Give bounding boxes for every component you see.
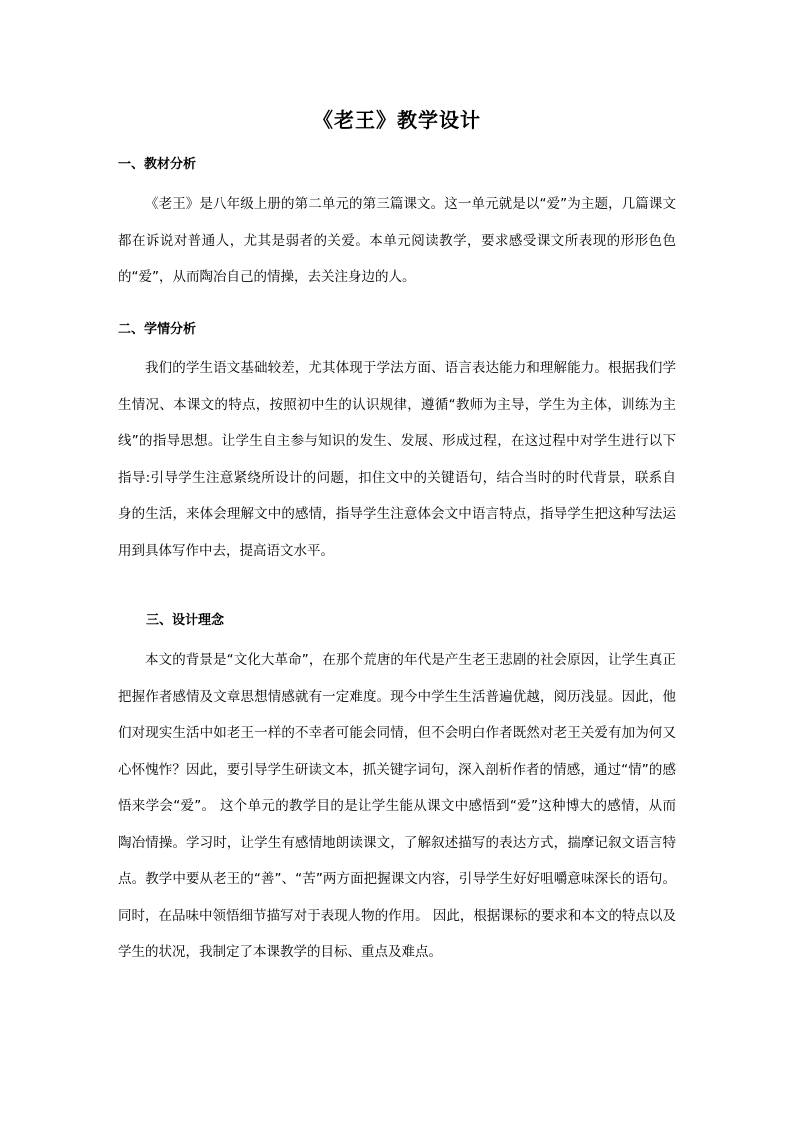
section-paragraph-3: 本文的背景是“文化大革命”，在那个荒唐的年代是产生老王悲剧的社会原因，让学生真正把握作者感情及文章思想情感就有一定难度。现今中学生生活普遍优越，阅历浅显。因此，他们对现实生活中如老王一样的不幸者可能会同情，但不会明白作者既然对老王关爱有加为何又心怀愧怍？因此，要引导学生研读文本，抓关键字词句，深入剖析作者的情感，通过“情”的感悟来学会“爱”。 这个单元的教学目的是让学生能从课文中感悟到“爱”这种博大的感情，从而陶冶情操。学习时，让学生有感情地朗读课文，了解叙述描写的表达方式，揣摩记叙文语言特点。教学中要从老王的“善”、“苦”两方面把握课文内容，引导学生好好咀嚼意味深长的语句。同时，在品味中领悟细节描写对于表现人物的作用。 因此，根据课标的要求和本文的特点以及学生的状况，我制定了本课教学的目标、重点及难点。	[118, 652, 676, 960]
section-paragraph-2: 我们的学生语文基础较差，尤其体现于学法方面、语言表达能力和理解能力。根据我们学生情况、本课文的特点，按照初中生的认识规律，遵循“教师为主导，学生为主体，训练为主线”的指导思想。让学生自主参与知识的发生、发展、形成过程，在这过程中对学生进行以下指导:引导学生注意紧绕所设计的问题，扣住文中的关键语句，结合当时的时代背景，联系自身的生活，来体会理解文中的感情，指导学生注意体会文中语言特点，指导学生把这种写法运用到具体写作中去，提高语文水平。	[118, 360, 676, 559]
section-heading-2: 二、学情分析	[118, 322, 197, 337]
section-heading-3: 三、设计理念	[146, 613, 225, 628]
section-paragraph-1: 《老王》是八年级上册的第二单元的第三篇课文。这一单元就是以“爱”为主题，几篇课文都在诉说对普通人，尤其是弱者的关爱。本单元阅读教学，要求感受课文所表现的形形色色的“爱”，从而陶冶自己的情操，去关注身边的人。	[118, 196, 676, 285]
section-heading-1: 一、教材分析	[118, 157, 197, 172]
page-title: 《老王》教学设计	[313, 108, 481, 132]
